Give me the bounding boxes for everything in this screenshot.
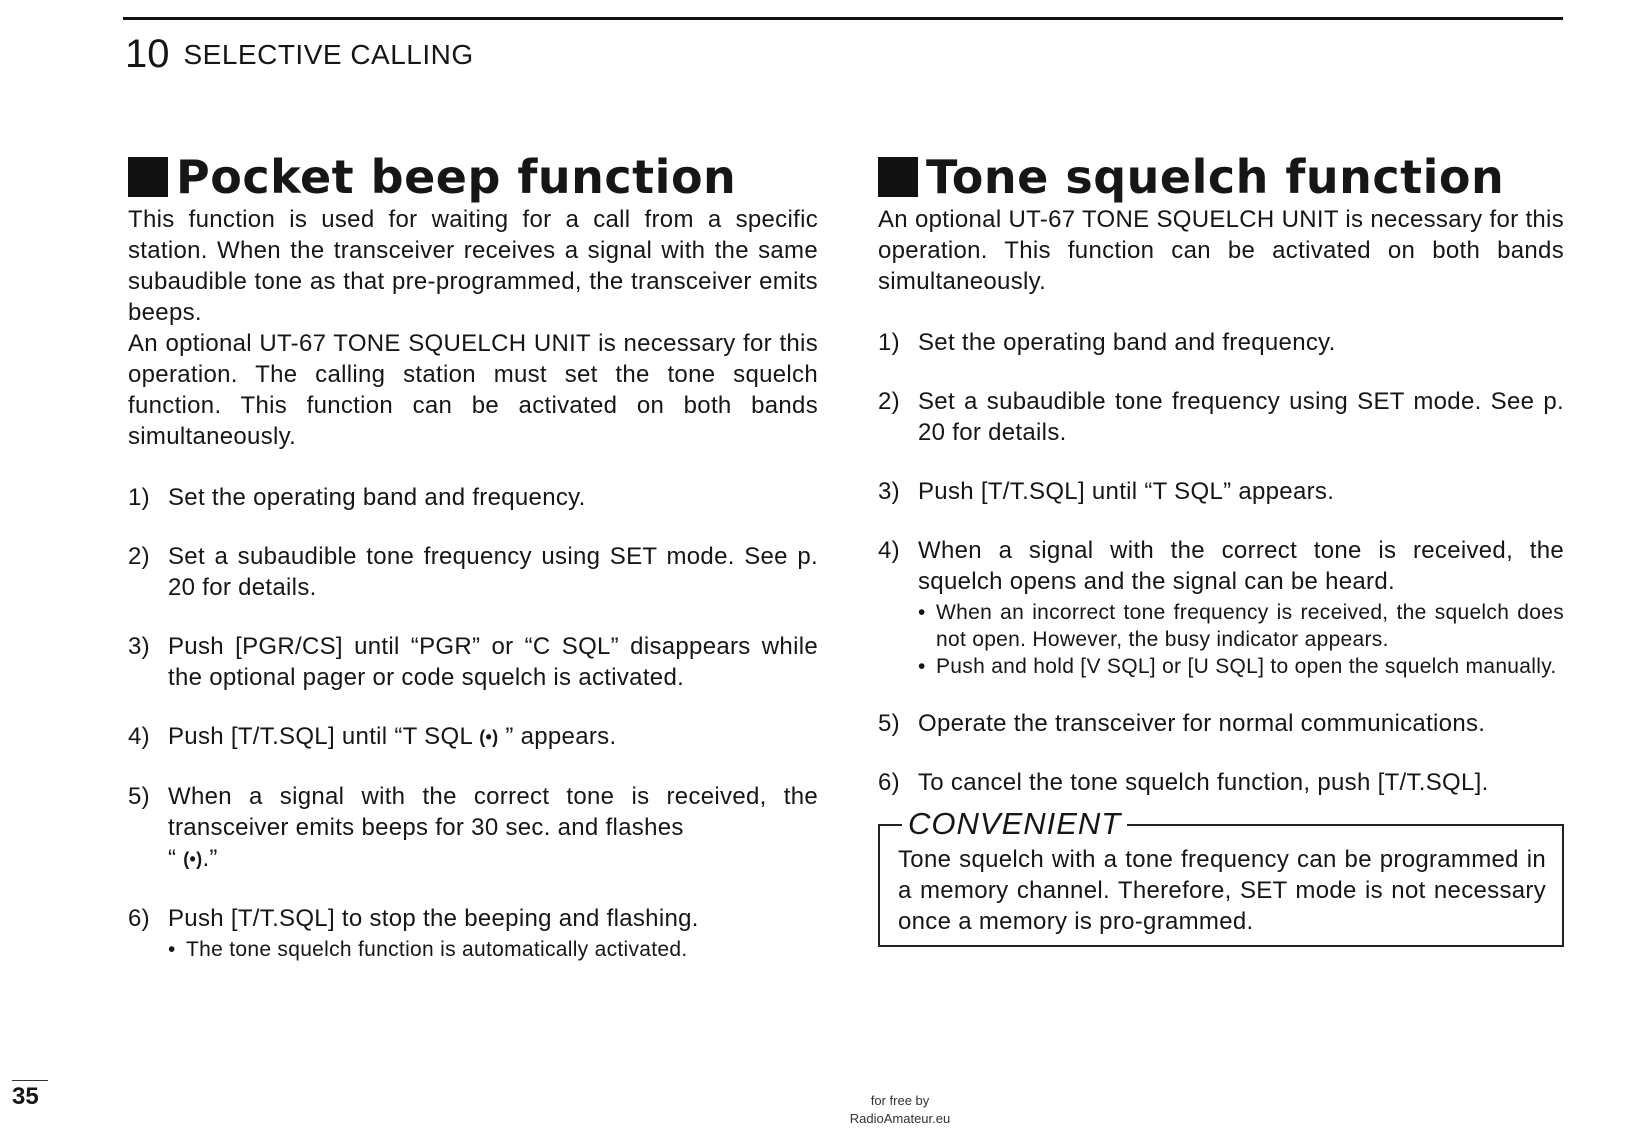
bullet-dot-icon: • (918, 655, 926, 678)
signal-icon: (•) (479, 727, 499, 747)
step-text: When a signal with the correct tone is received, the transceiver emits beeps for 30 sec. and flashes “ (•).” (168, 781, 818, 875)
step-5 (128, 781, 818, 875)
bullet-dot-icon: • (918, 601, 926, 624)
step-text: Set a subaudible tone frequency using SET mode. See p. 20 for details. (918, 388, 1564, 446)
page-number: 35 (12, 1080, 48, 1111)
step-text: When a signal with the correct tone is received, the squelch opens and the signal can be heard. (918, 537, 1564, 595)
header-rule (123, 17, 1563, 20)
chapter-header (125, 32, 474, 77)
convenient-box (878, 806, 1564, 947)
step-number: 1) (128, 484, 150, 511)
chapter-title: SELECTIVE CALLING (183, 38, 474, 70)
square-bullet-icon (128, 157, 168, 197)
step-6 (128, 903, 818, 963)
step-number: 6) (128, 905, 150, 932)
step-number: 1) (878, 329, 900, 356)
step-number: 4) (878, 537, 900, 564)
tone-squelch-section (878, 150, 1564, 947)
signal-icon: (•) (183, 849, 203, 869)
step-3 (878, 476, 1564, 507)
step-number: 4) (128, 723, 150, 750)
section-title-tone-squelch: Tone squelch function (878, 150, 1564, 204)
step-text: Set the operating band and frequency. (168, 484, 586, 511)
step-number: 5) (878, 710, 900, 737)
step-3 (128, 631, 818, 693)
bullet-dot-icon: • (168, 938, 176, 961)
step-number: 2) (878, 388, 900, 415)
square-bullet-icon (878, 157, 918, 197)
step-5 (878, 708, 1564, 739)
requirement-paragraph: An optional UT-67 TONE SQUELCH UNIT is necessary for this operation. The calling station must set the tone squelch function. This function can be activated on both bands simultaneously. (128, 330, 818, 450)
step-4 (878, 535, 1564, 680)
step-number: 3) (878, 478, 900, 505)
step-text: Push [T/T.SQL] to stop the beeping and flashing. (168, 905, 699, 932)
credit-site: RadioAmateur.eu (849, 1111, 951, 1126)
note-item: • Push and hold [V SQL] or [U SQL] to open the squelch manually. (918, 655, 1557, 678)
step-number: 5) (128, 783, 150, 810)
requirement-paragraph: An optional UT-67 TONE SQUELCH UNIT is necessary for this operation. This function can be activated on both bands simultaneously. (878, 206, 1564, 295)
note-item: • The tone squelch function is automatically activated. (168, 938, 688, 961)
intro-paragraph: This function is used for waiting for a call from a specific station. When the transceiver receives a signal with the same subaudible tone as that pre-programmed, the transceiver emits beeps. (128, 206, 818, 326)
step-4 (128, 721, 818, 753)
credit-line: for free by (870, 1093, 930, 1108)
step-1 (878, 327, 1564, 358)
step-text: Operate the transceiver for normal communications. (918, 710, 1486, 737)
step-6 (878, 767, 1564, 798)
step-text: Set a subaudible tone frequency using SET mode. See p. 20 for details. (168, 543, 818, 601)
chapter-number: 10 (125, 32, 170, 76)
convenient-label: CONVENIENT (902, 807, 1127, 841)
footer-credit (820, 1092, 980, 1128)
step-text: Push [T/T.SQL] until “T SQL (•) ” appears. (168, 721, 818, 753)
section-title-pocket-beep: Pocket beep function (128, 150, 818, 204)
step-number: 2) (128, 543, 150, 570)
note-list (168, 936, 818, 963)
step-2 (878, 386, 1564, 448)
convenient-text: Tone squelch with a tone frequency can be programmed in a memory channel. Therefore, SET mode is not necessary once a memory is pro-grammed. (898, 846, 1546, 935)
step-number: 3) (128, 633, 150, 660)
step-text: Push [PGR/CS] until “PGR” or “C SQL” disappears while the optional pager or code squelch is activated. (168, 633, 818, 691)
step-1 (128, 482, 818, 513)
note-list (918, 599, 1564, 680)
step-text: To cancel the tone squelch function, push [T/T.SQL]. (918, 769, 1489, 796)
step-number: 6) (878, 769, 900, 796)
pocket-beep-section (128, 150, 818, 963)
note-item: • When an incorrect tone frequency is received, the squelch does not open. However, the busy indicator appears. (918, 601, 1564, 651)
step-2 (128, 541, 818, 603)
step-text: Push [T/T.SQL] until “T SQL” appears. (918, 478, 1335, 505)
step-text: Set the operating band and frequency. (918, 329, 1336, 356)
